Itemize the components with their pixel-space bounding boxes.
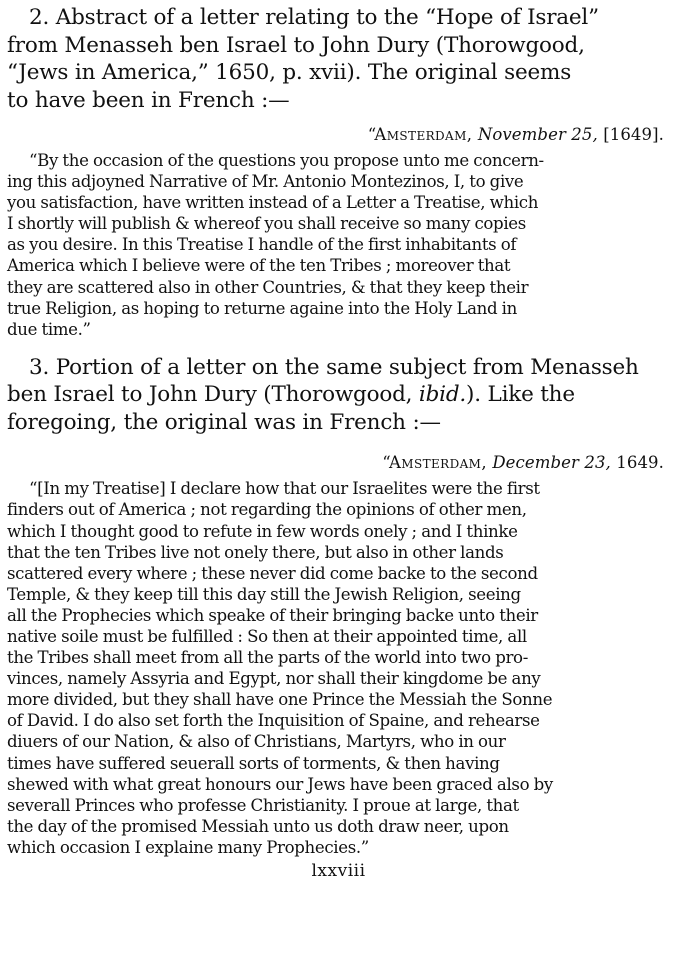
letter-line: the day of the promised Messiah unto us doth draw neer, upon bbox=[7, 816, 509, 836]
letter-line: you satisfaction, have written instead of a Letter a Treatise, which bbox=[7, 193, 539, 213]
page-number: lxxviii bbox=[311, 861, 366, 882]
letter-line: vinces, namely Assyria and Egypt, nor shall their kingdome be any bbox=[7, 669, 541, 689]
letter-line: scattered every where ; these never did come backe to the second bbox=[7, 563, 538, 583]
heading-line: 2. Abstract of a letter relating to the “Hope of Israel” bbox=[29, 5, 599, 30]
dateline-date: November 25, bbox=[477, 125, 598, 144]
letter-line: that the ten Tribes live not onely there, but also in other lands bbox=[7, 542, 504, 562]
section-3-dateline bbox=[7, 452, 664, 474]
letter-line: true Religion, as hoping to returne againe into the Holy Land in bbox=[7, 298, 517, 318]
letter-line: America which I believe were of the ten Tribes ; moreover that bbox=[7, 256, 511, 276]
section-3-letter bbox=[7, 478, 670, 858]
letter-line: times have suffered seuerall sorts of torments, & then having bbox=[7, 753, 500, 773]
heading-line bbox=[7, 381, 670, 409]
dateline-place: “Amsterdam, bbox=[367, 125, 473, 144]
letter-line: all the Prophecies which speake of their bringing backe unto their bbox=[7, 605, 538, 625]
letter-line: which I thought good to refute in few words onely ; and I thinke bbox=[7, 521, 518, 541]
heading-line: to have been in French :— bbox=[7, 87, 290, 113]
dateline-place: “Amsterdam, bbox=[382, 453, 487, 473]
letter-line: of David. I do also set forth the Inquisition of Spaine, and rehearse bbox=[7, 711, 540, 731]
heading-segment: ben Israel to John Dury (Thorowgood, bbox=[7, 382, 419, 408]
heading-line: “Jews in America,” 1650, p. xvii). The original seems bbox=[7, 60, 572, 85]
letter-line: the Tribes shall meet from all the parts of the world into two pro- bbox=[7, 648, 528, 668]
heading-segment: ). Like the bbox=[466, 382, 575, 408]
letter-line: which occasion I explaine many Prophecies.” bbox=[7, 837, 369, 857]
letter-line: I shortly will publish & whereof you shall receive so many copies bbox=[7, 214, 526, 234]
section-3-heading bbox=[7, 354, 670, 437]
letter-line: due time.” bbox=[7, 319, 91, 339]
letter-line: more divided, but they shall have one Prince the Messiah the Sonne bbox=[7, 690, 553, 710]
letter-line: severall Princes who professe Christianity. I proue at large, that bbox=[7, 795, 519, 815]
letter-line: shewed with what great honours our Jews have been graced also by bbox=[7, 774, 553, 794]
letter-line: native soile must be fulfilled : So then at their appointed time, all bbox=[7, 627, 527, 646]
letter-line: “By the occasion of the questions you propose unto me concern- bbox=[29, 151, 544, 170]
section-2-dateline bbox=[7, 124, 664, 146]
dateline-year: 1649. bbox=[616, 453, 664, 473]
dateline-date: December 23, bbox=[492, 453, 611, 473]
heading-line: from Menasseh ben Israel to John Dury (Thorowgood, bbox=[7, 32, 585, 58]
letter-line: “[In my Treatise] I declare how that our Israelites were the first bbox=[29, 479, 540, 499]
letter-line: as you desire. In this Treatise I handle of the first inhabitants of bbox=[7, 235, 517, 255]
dateline-year: [1649]. bbox=[603, 125, 664, 144]
letter-line: diuers of our Nation, & also of Christians, Martyrs, who in our bbox=[7, 732, 506, 752]
letter-line: ing this adjoyned Narrative of Mr. Antonio Montezinos, I, to give bbox=[7, 172, 524, 192]
section-2-letter bbox=[7, 150, 670, 340]
heading-line: foregoing, the original was in French :— bbox=[7, 409, 441, 435]
letter-line: they are scattered also in other Countries, & that they keep their bbox=[7, 277, 529, 297]
heading-line: 3. Portion of a letter on the same subject from Menasseh bbox=[29, 354, 639, 380]
letter-line: Temple, & they keep till this day still the Jewish Religion, seeing bbox=[7, 584, 521, 604]
letter-line: finders out of America ; not regarding the opinions of other men, bbox=[7, 500, 527, 520]
heading-segment-italic: ibid. bbox=[418, 382, 467, 408]
section-2-heading bbox=[7, 4, 670, 114]
